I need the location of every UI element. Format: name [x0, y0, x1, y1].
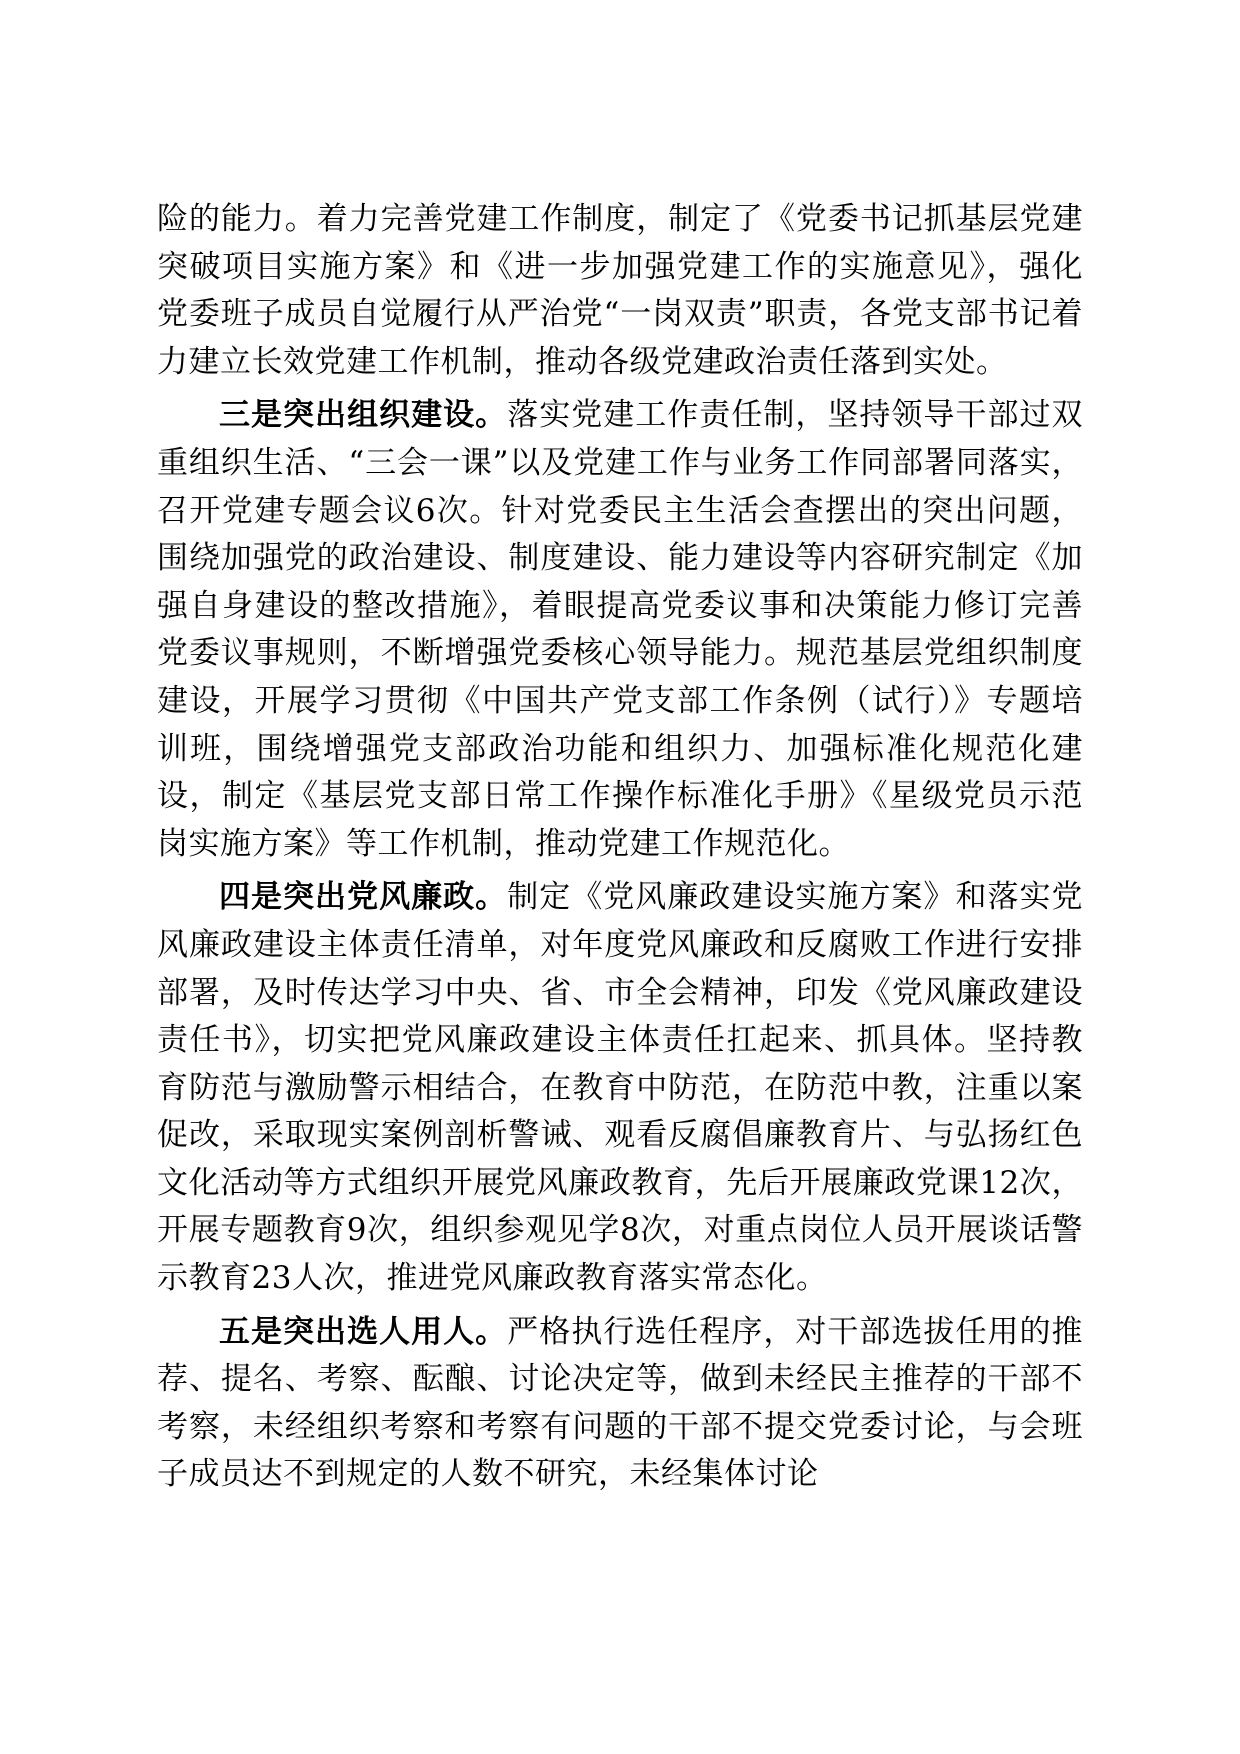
paragraph-personnel-selection — [157, 1309, 1083, 1499]
paragraph-text: 落实党建工作责任制，坚持领导干部过双重组织生活、“三会一课”以及党建工作与业务工作同部署同落实，召开党建专题会议6次。针对党委民主生活会查摆出的突出问题，围绕加强党的政治建设、制度建设、能力建设等内容研究制定《加强自身建设的整改措施》，着眼提高党委议事和决策能力修订完善党委议事规则，不断增强党委核心领导能力。规范基层党组织制度建设，开展学习贯彻《中国共产党支部工作条例（试行）》专题培训班，围绕增强党支部政治功能和组织力、加强标准化规范化建设，制定《基层党支部日常工作操作标准化手册》《星级党员示范岗实施方案》等工作机制，推动党建工作规范化。 — [157, 397, 1084, 862]
paragraph-text: 严格执行选任程序，对干部选拔任用的推荐、提名、考察、酝酿、讨论决定等，做到未经民主推荐的干部不考察，未经组织考察和考察有问题的干部不提交党委讨论，与会班子成员达不到规定的人数不研究，未经集体讨论 — [157, 1313, 1084, 1493]
paragraph-continuation — [157, 196, 1083, 386]
paragraph-organization-building — [157, 392, 1083, 868]
paragraph-text: 制定《党风廉政建设实施方案》和落实党风廉政建设主体责任清单，对年度党风廉政和反腐败工作进行安排部署，及时传达学习中央、省、市全会精神，印发《党风廉政建设责任书》，切实把党风廉政建设主体责任扛起来、抓具体。坚持教育防范与激励警示相结合，在教育中防范，在防范中教，注重以案促改，采取现实案例剖析警诫、观看反腐倡廉教育片、与弘扬红色文化活动等方式组织开展党风廉政教育，先后开展廉政党课12次，开展专题教育9次，组织参观见学8次，对重点岗位人员开展谈话警示教育23人次，推进党风廉政教育落实常态化。 — [157, 879, 1084, 1297]
document-body — [157, 196, 1083, 1505]
paragraph-lead: 四是突出党风廉政。 — [219, 879, 508, 916]
paragraph-lead: 三是突出组织建设。 — [219, 397, 508, 434]
paragraph-clean-government — [157, 874, 1083, 1302]
paragraph-text: 险的能力。着力完善党建工作制度，制定了《党委书记抓基层党建突破项目实施方案》和《进一步加强党建工作的实施意见》，强化党委班子成员自觉履行从严治党“一岗双责”职责，各党支部书记着力建立长效党建工作机制，推动各级党建政治责任落到实处。 — [157, 201, 1083, 380]
paragraph-lead: 五是突出选人用人。 — [219, 1313, 508, 1350]
